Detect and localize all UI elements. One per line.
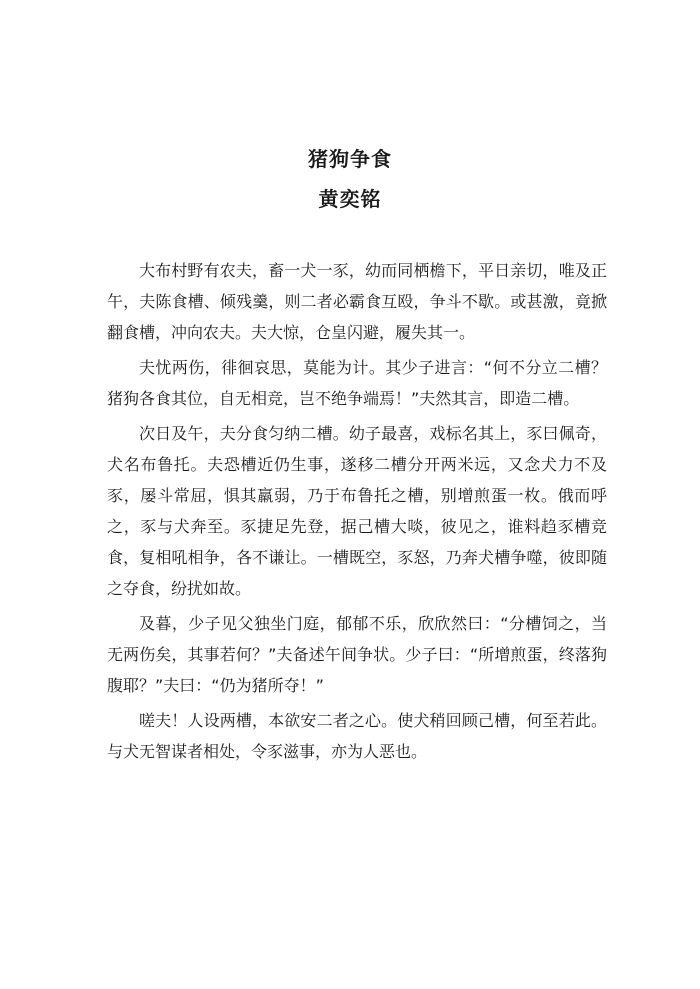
paragraph-3: 次日及午，夫分食匀纳二槽。幼子最喜，戏标名其上，豕曰佩奇，犬名布鲁托。夫恐槽近仍生事，遂移二槽分开两米远，又念犬力不及豕，屡斗常屈，惧其羸弱，乃于布鲁托之槽，别增煎蛋一枚。俄而呼之，豕与犬奔至。豕捷足先登，据己槽大啖，彼见之，谁料趋豕槽竞食，复相吼相争，各不谦让。一槽既空，豕怒，乃奔犬槽争噬，彼即随之夺食，纷扰如故。 — [107, 424, 607, 598]
paragraph-5: 嗟夫！人设两槽，本欲安二者之心。使犬稍回顾己槽，何至若此。与犬无智谋者相处，令豕滋事，亦为人恶也。 — [107, 711, 607, 761]
paragraph-4: 及暮，少子见父独坐门庭，郁郁不乐，欣欣然曰：“分槽饲之，当无两伤矣，其事若何？”夫备述午间争状。少子曰：“所增煎蛋，终落狗腹耶？”夫曰：“仍为猪所夺！” — [107, 614, 607, 695]
document-body — [107, 255, 607, 771]
paragraph-2: 夫忧两伤，徘徊哀思，莫能为计。其少子进言：“何不分立二槽？猪狗各食其位，自无相竞，岂不绝争端焉！”夫然其言，即造二槽。 — [107, 358, 607, 408]
document-title: 猪狗争食 — [308, 147, 392, 171]
document-author: 黄奕铭 — [318, 187, 382, 211]
paragraph-1: 大布村野有农夫，畜一犬一豕，幼而同栖檐下，平日亲切，唯及正午，夫陈食槽、倾残羹，则二者必霸食互殴，争斗不歇。或甚激，竟掀翻食槽，冲向农夫。夫大惊，仓皇闪避，履失其一。 — [107, 261, 607, 342]
